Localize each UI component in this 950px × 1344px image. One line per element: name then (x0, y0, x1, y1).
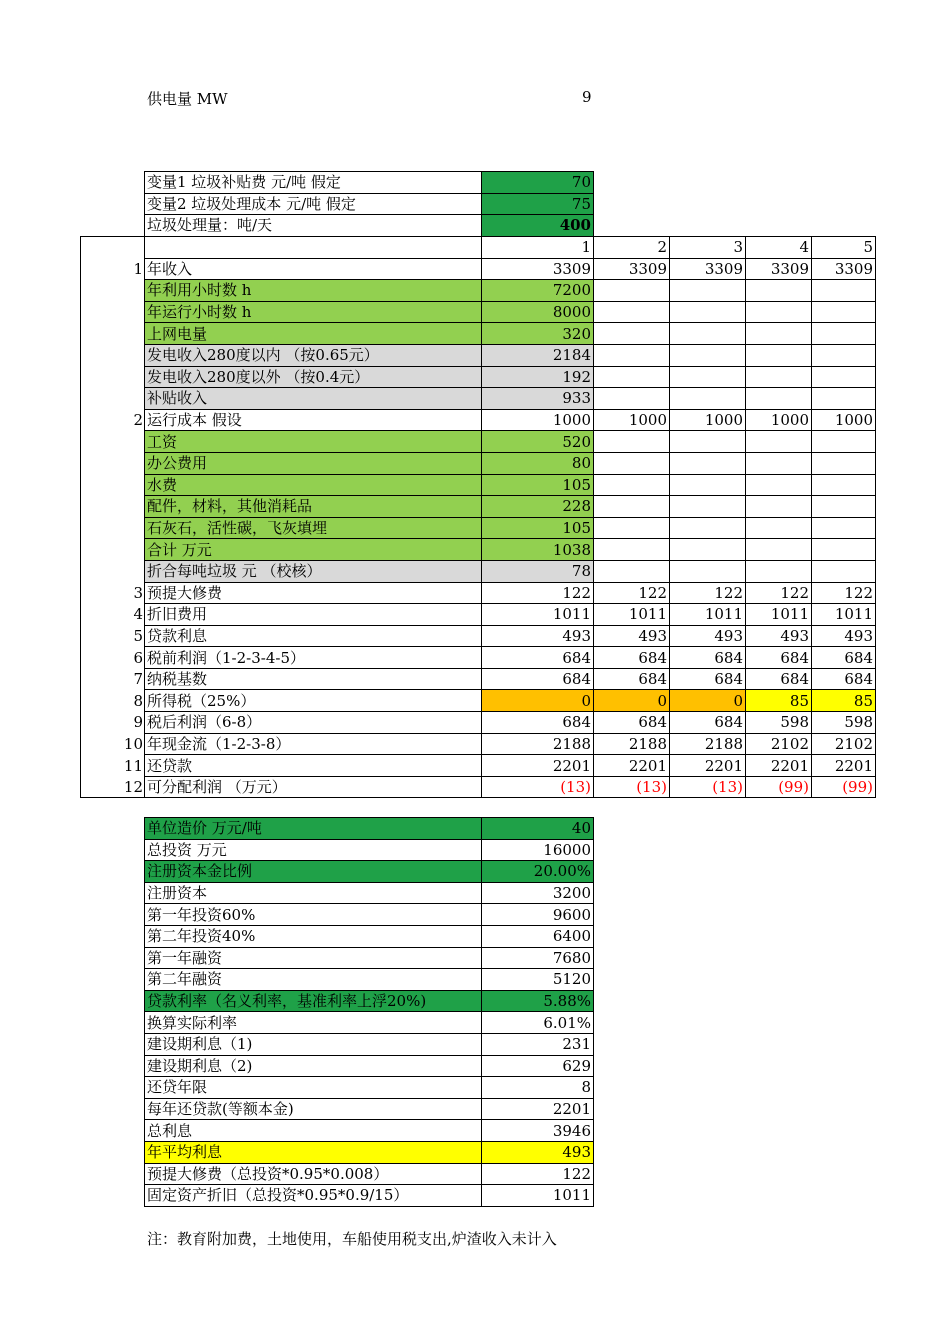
power-supply-label: 供电量 MW (147, 90, 228, 108)
row-index (81, 496, 145, 518)
value-cell[interactable]: 684 (746, 647, 812, 669)
value-cell[interactable]: 933 (482, 388, 594, 410)
value-cell[interactable]: 684 (482, 647, 594, 669)
value-cell[interactable]: 493 (482, 625, 594, 647)
value-cell[interactable] (670, 344, 746, 366)
table-row (81, 776, 876, 798)
value-cell[interactable]: 684 (482, 712, 594, 734)
value-cell[interactable]: 1000 (746, 409, 812, 431)
value-cell[interactable]: 684 (594, 668, 670, 690)
row-index (81, 366, 145, 388)
value-cell[interactable]: 122 (482, 582, 594, 604)
value-cell[interactable]: 2102 (746, 733, 812, 755)
value-cell[interactable] (812, 280, 876, 302)
finance-value[interactable]: 8 (482, 1077, 594, 1099)
finance-label: 第一年融资 (145, 947, 482, 969)
row-label: 年收入 (145, 258, 482, 280)
finance-value[interactable]: 40 (482, 818, 594, 840)
value-cell[interactable] (670, 431, 746, 453)
table-row (81, 733, 876, 755)
value-cell[interactable]: 520 (482, 431, 594, 453)
value-cell[interactable]: 493 (594, 625, 670, 647)
table-row (81, 604, 876, 626)
table-row (81, 496, 876, 518)
value-cell[interactable]: 684 (670, 647, 746, 669)
table-row (81, 388, 876, 410)
table-row (81, 301, 876, 323)
table-row (81, 344, 876, 366)
finance-label: 总投资 万元 (145, 839, 482, 861)
finance-label: 贷款利率（名义利率，基准利率上浮20%) (145, 990, 482, 1012)
value-cell[interactable]: 3309 (746, 258, 812, 280)
finance-label: 预提大修费（总投资*0.95*0.008） (145, 1163, 482, 1185)
value-cell[interactable] (812, 496, 876, 518)
value-cell[interactable]: 122 (670, 582, 746, 604)
value-cell[interactable]: 684 (594, 647, 670, 669)
row-label: 运行成本 假设 (145, 409, 482, 431)
value-cell[interactable] (594, 366, 670, 388)
finance-value[interactable]: 5120 (482, 969, 594, 991)
finance-row (145, 1163, 594, 1185)
value-cell[interactable]: 2184 (482, 344, 594, 366)
row-label: 折合每吨垃圾 元 （校核） (145, 560, 482, 582)
finance-label: 注册资本金比例 (145, 861, 482, 883)
table-row (81, 755, 876, 777)
value-cell[interactable] (812, 560, 876, 582)
value-cell[interactable] (670, 366, 746, 388)
value-cell[interactable]: 1000 (482, 409, 594, 431)
value-cell[interactable]: 1011 (670, 604, 746, 626)
value-cell[interactable]: 1011 (594, 604, 670, 626)
value-cell[interactable]: 2102 (812, 733, 876, 755)
value-cell[interactable]: 105 (482, 474, 594, 496)
row-index (81, 280, 145, 302)
value-cell[interactable]: 684 (594, 712, 670, 734)
value-cell[interactable]: 3309 (812, 258, 876, 280)
cashflow-table (80, 236, 876, 798)
year-header: 5 (812, 237, 876, 259)
value-cell[interactable]: 2188 (482, 733, 594, 755)
value-cell[interactable]: 1011 (482, 604, 594, 626)
value-cell[interactable]: 3309 (670, 258, 746, 280)
row-label: 所得税（25%） (145, 690, 482, 712)
value-cell[interactable] (812, 474, 876, 496)
value-cell[interactable]: 85 (746, 690, 812, 712)
row-index (81, 344, 145, 366)
value-cell[interactable] (670, 452, 746, 474)
value-cell[interactable] (812, 388, 876, 410)
finance-row (145, 1120, 594, 1142)
row-label: 税后利润（6-8） (145, 712, 482, 734)
finance-label: 注册资本 (145, 882, 482, 904)
value-cell[interactable]: 0 (482, 690, 594, 712)
year-header: 2 (594, 237, 670, 259)
value-cell[interactable] (670, 474, 746, 496)
value-cell[interactable]: 684 (812, 647, 876, 669)
variable-label: 变量1 垃圾补贴费 元/吨 假定 (145, 172, 482, 194)
finance-row (145, 904, 594, 926)
row-index: 2 (81, 409, 145, 431)
value-cell[interactable] (670, 301, 746, 323)
variable-row (145, 172, 594, 194)
finance-row (145, 1012, 594, 1034)
value-cell[interactable] (812, 539, 876, 561)
row-label: 工资 (145, 431, 482, 453)
value-cell[interactable] (594, 539, 670, 561)
value-cell[interactable] (812, 301, 876, 323)
table-row (81, 474, 876, 496)
finance-label: 每年还贷款(等额本金) (145, 1098, 482, 1120)
table-row (81, 409, 876, 431)
row-label: 年利用小时数 h (145, 280, 482, 302)
value-cell[interactable] (670, 388, 746, 410)
finance-row (145, 1141, 594, 1163)
value-cell[interactable]: (13) (482, 776, 594, 798)
value-cell[interactable]: 684 (746, 668, 812, 690)
value-cell[interactable]: 228 (482, 496, 594, 518)
value-cell[interactable]: 85 (812, 690, 876, 712)
power-supply-value: 9 (582, 88, 592, 106)
value-cell[interactable] (746, 301, 812, 323)
finance-value[interactable]: 7680 (482, 947, 594, 969)
row-index: 5 (81, 625, 145, 647)
value-cell[interactable]: 684 (812, 668, 876, 690)
row-index: 7 (81, 668, 145, 690)
table-row (81, 582, 876, 604)
value-cell[interactable]: (99) (746, 776, 812, 798)
value-cell[interactable] (594, 280, 670, 302)
table-row (81, 647, 876, 669)
value-cell[interactable] (746, 496, 812, 518)
value-cell[interactable] (670, 539, 746, 561)
table-row (81, 280, 876, 302)
header-blank-cell (81, 237, 145, 259)
value-cell[interactable]: 493 (812, 625, 876, 647)
value-cell[interactable]: 0 (594, 690, 670, 712)
row-index: 9 (81, 712, 145, 734)
table-row (81, 258, 876, 280)
variable-row (145, 215, 594, 237)
value-cell[interactable] (594, 560, 670, 582)
finance-label: 固定资产折旧（总投资*0.95*0.9/15） (145, 1185, 482, 1207)
table-row (81, 452, 876, 474)
row-index: 1 (81, 258, 145, 280)
value-cell[interactable]: 493 (746, 625, 812, 647)
finance-label: 建设期利息（2) (145, 1055, 482, 1077)
finance-value[interactable]: 2201 (482, 1098, 594, 1120)
table-row (81, 668, 876, 690)
value-cell[interactable]: 320 (482, 323, 594, 345)
value-cell[interactable] (812, 431, 876, 453)
value-cell[interactable]: 684 (482, 668, 594, 690)
finance-value[interactable]: 493 (482, 1141, 594, 1163)
finance-value[interactable]: 16000 (482, 839, 594, 861)
row-index (81, 539, 145, 561)
finance-row (145, 1055, 594, 1077)
value-cell[interactable]: 1038 (482, 539, 594, 561)
row-label: 配件，材料，其他消耗品 (145, 496, 482, 518)
value-cell[interactable] (670, 323, 746, 345)
value-cell[interactable]: 598 (812, 712, 876, 734)
row-index (81, 431, 145, 453)
row-label: 水费 (145, 474, 482, 496)
value-cell[interactable]: (13) (670, 776, 746, 798)
row-index (81, 301, 145, 323)
finance-row (145, 969, 594, 991)
row-index: 12 (81, 776, 145, 798)
row-label: 发电收入280度以外 （按0.4元） (145, 366, 482, 388)
value-cell[interactable]: 493 (670, 625, 746, 647)
variable-value[interactable]: 400 (482, 215, 594, 237)
value-cell[interactable] (746, 539, 812, 561)
row-label: 可分配利润 （万元） (145, 776, 482, 798)
value-cell[interactable]: 105 (482, 517, 594, 539)
table-row (81, 517, 876, 539)
value-cell[interactable] (594, 344, 670, 366)
value-cell[interactable] (594, 517, 670, 539)
value-cell[interactable]: 1000 (670, 409, 746, 431)
value-cell[interactable]: 1000 (594, 409, 670, 431)
variables-table (144, 171, 594, 237)
finance-row (145, 1077, 594, 1099)
row-label: 还贷款 (145, 755, 482, 777)
value-cell[interactable]: (13) (594, 776, 670, 798)
variable-row (145, 193, 594, 215)
finance-value[interactable]: 6400 (482, 925, 594, 947)
value-cell[interactable]: 122 (746, 582, 812, 604)
value-cell[interactable] (746, 280, 812, 302)
finance-value[interactable]: 231 (482, 1033, 594, 1055)
value-cell[interactable] (746, 474, 812, 496)
row-index: 11 (81, 755, 145, 777)
value-cell[interactable]: 2201 (594, 755, 670, 777)
row-index (81, 517, 145, 539)
variable-value[interactable]: 70 (482, 172, 594, 194)
finance-value[interactable]: 122 (482, 1163, 594, 1185)
table-row (81, 625, 876, 647)
row-label: 折旧费用 (145, 604, 482, 626)
finance-value[interactable]: 3200 (482, 882, 594, 904)
finance-row (145, 990, 594, 1012)
row-label: 补贴收入 (145, 388, 482, 410)
table-row (81, 366, 876, 388)
finance-row (145, 1185, 594, 1207)
row-index (81, 474, 145, 496)
finance-value[interactable]: 9600 (482, 904, 594, 926)
value-cell[interactable]: 2201 (746, 755, 812, 777)
finance-value[interactable]: 5.88% (482, 990, 594, 1012)
value-cell[interactable]: 78 (482, 560, 594, 582)
value-cell[interactable] (746, 366, 812, 388)
finance-value[interactable]: 6.01% (482, 1012, 594, 1034)
variable-label: 变量2 垃圾处理成本 元/吨 假定 (145, 193, 482, 215)
finance-row (145, 925, 594, 947)
value-cell[interactable] (594, 496, 670, 518)
row-label: 年运行小时数 h (145, 301, 482, 323)
row-label: 预提大修费 (145, 582, 482, 604)
finance-value[interactable]: 629 (482, 1055, 594, 1077)
finance-value[interactable]: 1011 (482, 1185, 594, 1207)
value-cell[interactable]: (99) (812, 776, 876, 798)
row-label: 发电收入280度以内 （按0.65元） (145, 344, 482, 366)
finance-value[interactable]: 20.00% (482, 861, 594, 883)
value-cell[interactable] (594, 323, 670, 345)
value-cell[interactable] (594, 388, 670, 410)
row-index (81, 388, 145, 410)
value-cell[interactable] (746, 517, 812, 539)
finance-value[interactable]: 3946 (482, 1120, 594, 1142)
finance-label: 换算实际利率 (145, 1012, 482, 1034)
value-cell[interactable]: 3309 (482, 258, 594, 280)
row-label: 办公费用 (145, 452, 482, 474)
table-row (81, 712, 876, 734)
row-index (81, 452, 145, 474)
value-cell[interactable] (746, 388, 812, 410)
value-cell[interactable] (594, 431, 670, 453)
value-cell[interactable] (746, 452, 812, 474)
finance-row (145, 947, 594, 969)
finance-label: 第二年融资 (145, 969, 482, 991)
variable-label: 垃圾处理量：吨/天 (145, 215, 482, 237)
value-cell[interactable]: 3309 (594, 258, 670, 280)
value-cell[interactable] (746, 344, 812, 366)
row-label: 合计 万元 (145, 539, 482, 561)
finance-row (145, 839, 594, 861)
value-cell[interactable]: 7200 (482, 280, 594, 302)
finance-label: 总利息 (145, 1120, 482, 1142)
value-cell[interactable] (812, 517, 876, 539)
finance-label: 还贷年限 (145, 1077, 482, 1099)
row-label: 贷款利息 (145, 625, 482, 647)
table-row (81, 323, 876, 345)
value-cell[interactable]: 0 (670, 690, 746, 712)
variable-value[interactable]: 75 (482, 193, 594, 215)
value-cell[interactable]: 1011 (746, 604, 812, 626)
header-blank-cell (145, 237, 482, 259)
row-label: 年现金流（1-2-3-8） (145, 733, 482, 755)
value-cell[interactable] (812, 452, 876, 474)
value-cell[interactable] (812, 323, 876, 345)
row-label: 石灰石，活性碳，飞灰填埋 (145, 517, 482, 539)
value-cell[interactable]: 8000 (482, 301, 594, 323)
value-cell[interactable]: 122 (594, 582, 670, 604)
finance-label: 第二年投资40% (145, 925, 482, 947)
value-cell[interactable]: 684 (670, 668, 746, 690)
value-cell[interactable]: 2188 (670, 733, 746, 755)
footnote: 注：教育附加费，土地使用，车船使用税支出,炉渣收入未计入 (147, 1230, 557, 1248)
finance-row (145, 818, 594, 840)
value-cell[interactable]: 80 (482, 452, 594, 474)
row-index: 6 (81, 647, 145, 669)
value-cell[interactable]: 2201 (482, 755, 594, 777)
value-cell[interactable] (594, 474, 670, 496)
finance-label: 单位造价 万元/吨 (145, 818, 482, 840)
table-row (81, 560, 876, 582)
table-row (81, 431, 876, 453)
table-row (81, 690, 876, 712)
finance-label: 第一年投资60% (145, 904, 482, 926)
value-cell[interactable] (594, 301, 670, 323)
row-index: 10 (81, 733, 145, 755)
value-cell[interactable] (812, 344, 876, 366)
value-cell[interactable]: 684 (670, 712, 746, 734)
value-cell[interactable]: 122 (812, 582, 876, 604)
table-row (81, 539, 876, 561)
value-cell[interactable] (670, 496, 746, 518)
value-cell[interactable]: 1011 (812, 604, 876, 626)
finance-row (145, 1033, 594, 1055)
value-cell[interactable]: 2188 (594, 733, 670, 755)
finance-row (145, 861, 594, 883)
value-cell[interactable] (746, 323, 812, 345)
value-cell[interactable] (670, 280, 746, 302)
year-header: 4 (746, 237, 812, 259)
row-label: 上网电量 (145, 323, 482, 345)
row-index: 3 (81, 582, 145, 604)
value-cell[interactable]: 2201 (812, 755, 876, 777)
value-cell[interactable]: 1000 (812, 409, 876, 431)
finance-table (144, 817, 594, 1207)
value-cell[interactable] (746, 431, 812, 453)
year-header: 3 (670, 237, 746, 259)
year-header-row (81, 237, 876, 259)
finance-row (145, 882, 594, 904)
row-label: 税前利润（1-2-3-4-5） (145, 647, 482, 669)
row-label: 纳税基数 (145, 668, 482, 690)
row-index: 8 (81, 690, 145, 712)
row-index (81, 560, 145, 582)
finance-label: 年平均利息 (145, 1141, 482, 1163)
finance-label: 建设期利息（1) (145, 1033, 482, 1055)
value-cell[interactable]: 2201 (670, 755, 746, 777)
value-cell[interactable]: 192 (482, 366, 594, 388)
value-cell[interactable]: 598 (746, 712, 812, 734)
value-cell[interactable] (812, 366, 876, 388)
value-cell[interactable] (670, 517, 746, 539)
finance-row (145, 1098, 594, 1120)
row-index: 4 (81, 604, 145, 626)
value-cell[interactable] (594, 452, 670, 474)
row-index (81, 323, 145, 345)
value-cell[interactable] (670, 560, 746, 582)
year-header: 1 (482, 237, 594, 259)
value-cell[interactable] (746, 560, 812, 582)
